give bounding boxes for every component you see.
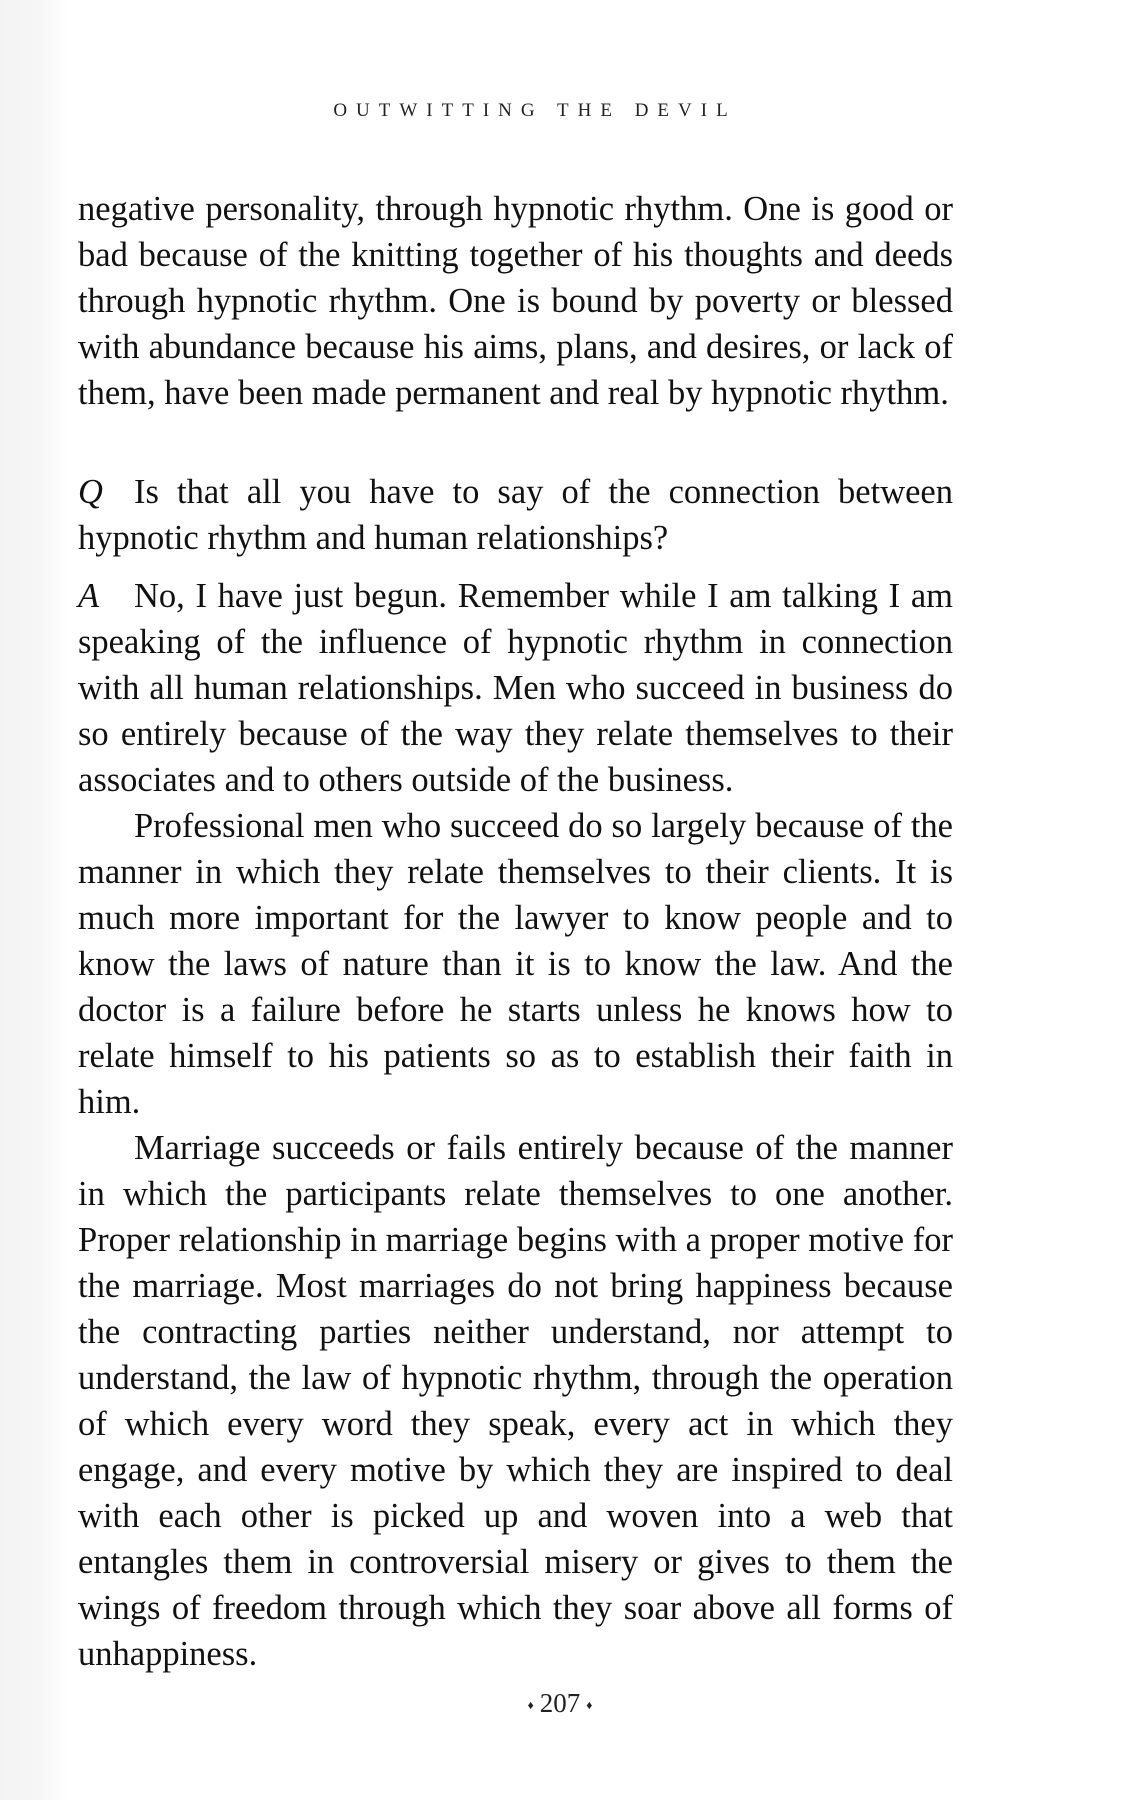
- question-text: Is that all you have to say of the connection between hypnotic rhythm and human relationships?: [78, 473, 953, 557]
- answer-label: A: [78, 577, 100, 615]
- diamond-ornament-left-icon: ♦: [527, 1698, 534, 1713]
- paragraph-continuation: negative personality, through hypnotic rhythm. One is good or bad because of the knitting together of his thoughts and deeds through hypnotic rhythm. One is bound by poverty or blessed with abundance because his aims, plans, and desires, or lack of them, have been made permanent and real by hypnotic rhythm.: [78, 190, 953, 412]
- running-head: OUTWITTING THE DEVIL: [333, 100, 737, 121]
- answer-text: No, I have just begun. Remember while I am talking I am speaking of the influence of hypnotic rhythm in connection with all human relationships. Men who succeed in business do so entirely because of the way they relate themselves to their associates and to others outside of the business.: [78, 577, 953, 799]
- question-label: Q: [78, 473, 103, 511]
- question-paragraph: [78, 469, 953, 561]
- page-gutter-shadow: [0, 0, 68, 1800]
- diamond-ornament-right-icon: ♦: [586, 1698, 593, 1713]
- page-number-folio: [440, 1688, 680, 1719]
- paragraph-marriage: Marriage succeeds or fails entirely because of the manner in which the participants relate themselves to one another. Proper relationship in marriage begins with a proper motive for the marriage. Most marriages do not bring happiness because the contracting parties neither understand, nor attempt to understand, the law of hypnotic rhythm, through the operation of which every word they speak, every act in which they engage, and every motive by which they are inspired to deal with each other is picked up and woven into a web that entangles them in controversial misery or gives to them the wings of freedom through which they soar above all forms of unhappiness.: [78, 1129, 953, 1673]
- body-text: [78, 186, 953, 1677]
- answer-paragraph: [78, 573, 953, 803]
- page-number: 207: [539, 1688, 581, 1718]
- paragraph-professional: Professional men who succeed do so largely because of the manner in which they relate themselves to their clients. It is much more important for the lawyer to know people and to know the laws of nature than it is to know the law. And the doctor is a failure before he starts unless he knows how to relate himself to his patients so as to establish their faith in him.: [78, 807, 953, 1121]
